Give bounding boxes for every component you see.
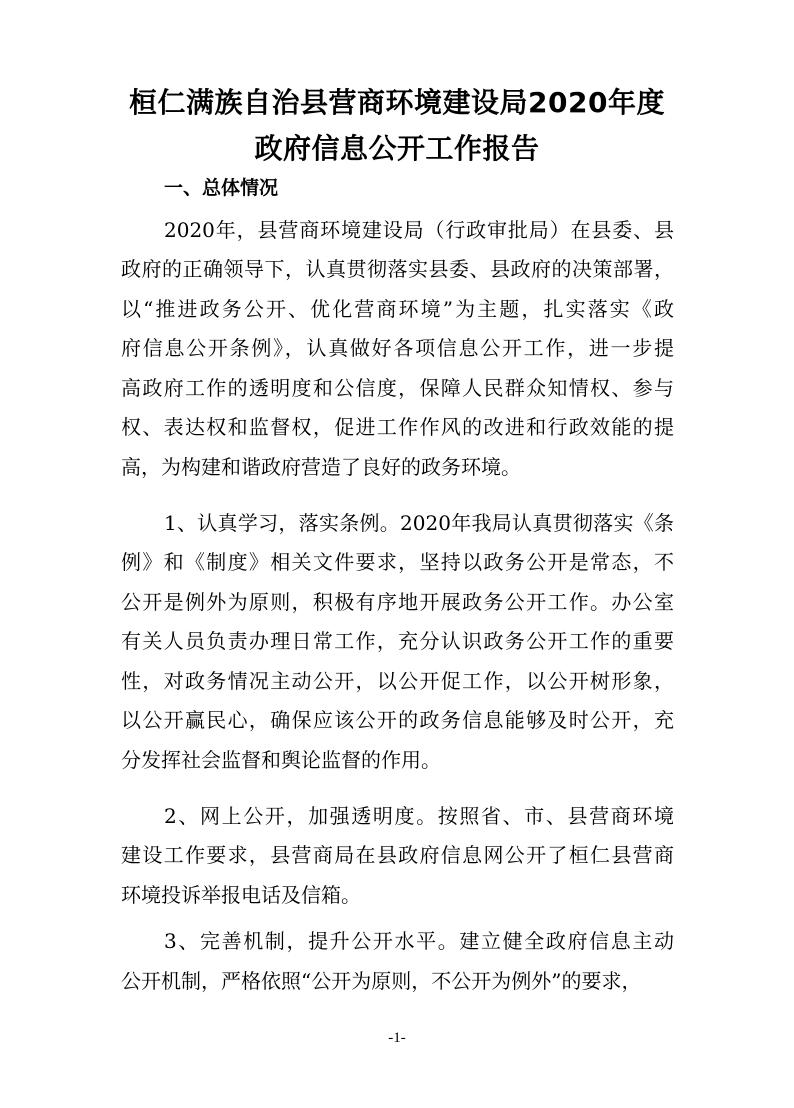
report-title-line-1: 桓仁满族自治县营商环境建设局2020年度 [129,86,665,119]
paragraph-1-line: 权、表达权和监督权，促进工作作风的改进和行政效能的提 [121,415,674,439]
paragraph-1-line: 高，为构建和谐政府营造了良好的政务环境。 [121,455,521,479]
paragraph-3-line: 建设工作要求，县营商局在县政府信息网公开了桓仁县营商 [121,843,674,867]
paragraph-2-line: 公开是例外为原则，积极有序地开展政务公开工作。办公室 [121,590,674,614]
section-heading-overall: 一、总体情况 [164,177,279,199]
paragraph-2-line: 有关人员负责办理日常工作，充分认识政务公开工作的重要 [121,629,674,653]
paragraph-2-line: 以公开赢民心，确保应该公开的政务信息能够及时公开，充 [121,708,674,732]
report-title-line-2: 政府信息公开工作报告 [254,132,540,165]
paragraph-1-line: 以“推进政务公开、优化营商环境”为主题，扎实落实《政 [121,297,674,321]
paragraph-2-line: 例》和《制度》相关文件要求，坚持以政务公开是常态，不 [121,550,674,574]
paragraph-1-line: 政府的正确领导下，认真贯彻落实县委、县政府的决策部署， [121,257,674,281]
paragraph-4-line: 公开机制，严格依照“公开为原则，不公开为例外”的要求， [121,969,642,993]
paragraph-2-line: 性，对政务情况主动公开，以公开促工作，以公开树形象， [121,669,674,693]
paragraph-2-line: 1、认真学习，落实条例。2020年我局认真贯彻落实《条 [164,511,674,535]
paragraph-1-line: 高政府工作的透明度和公信度，保障人民群众知情权、参与 [121,376,674,400]
paragraph-2-line: 分发挥社会监督和舆论监督的作用。 [121,748,441,772]
paragraph-3-line: 环境投诉举报电话及信箱。 [121,883,361,907]
page-number: -1- [388,1030,406,1046]
paragraph-1-line: 2020年，县营商环境建设局（行政审批局）在县委、县 [164,218,674,242]
paragraph-4-line: 3、完善机制，提升公开水平。建立健全政府信息主动 [164,929,674,953]
paragraph-3-line: 2、网上公开，加强透明度。按照省、市、县营商环境 [164,804,674,828]
paragraph-1-line: 府信息公开条例》，认真做好各项信息公开工作，进一步提 [121,336,674,360]
